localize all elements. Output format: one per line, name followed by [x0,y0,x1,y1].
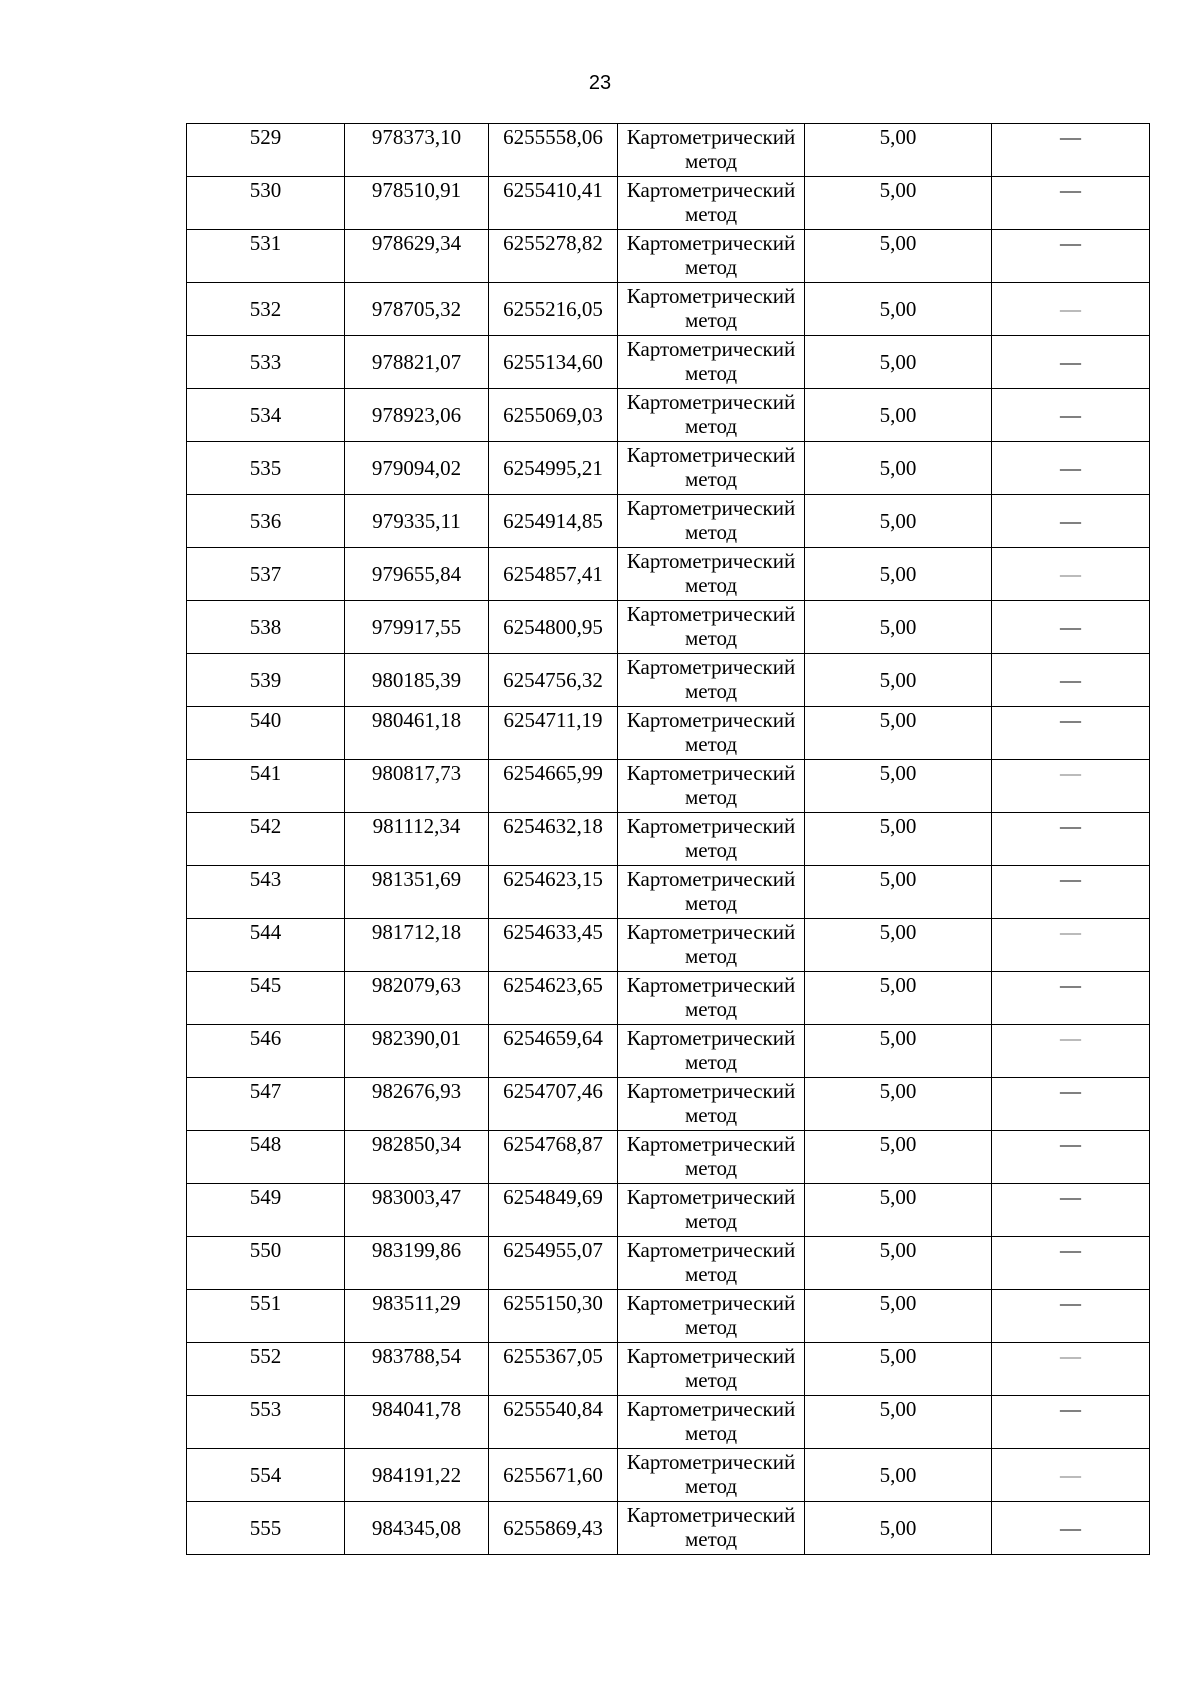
table-row [187,1025,1150,1078]
table-row [187,601,1150,654]
y-coordinate-cell: 6254857,41 [489,548,618,601]
x-coordinate-cell: 980461,18 [345,707,489,760]
note-cell [992,1184,1150,1237]
note-cell [992,548,1150,601]
accuracy-cell: 5,00 [805,1449,992,1502]
point-number-cell: 541 [187,760,345,813]
coordinates-table [186,123,1150,1555]
x-coordinate-cell: 983788,54 [345,1343,489,1396]
point-number-cell: 547 [187,1078,345,1131]
accuracy-cell: 5,00 [805,760,992,813]
page-number: 23 [588,72,612,94]
y-coordinate-cell: 6254955,07 [489,1237,618,1290]
point-number-cell: 532 [187,283,345,336]
table-row [187,813,1150,866]
y-coordinate-cell: 6254633,45 [489,919,618,972]
accuracy-cell: 5,00 [805,919,992,972]
note-cell [992,760,1150,813]
x-coordinate-cell: 980817,73 [345,760,489,813]
note-cell [992,1502,1150,1555]
table-row [187,654,1150,707]
method-cell: Картометрический метод [618,389,805,442]
x-coordinate-cell: 982079,63 [345,972,489,1025]
method-cell: Картометрический метод [618,1343,805,1396]
point-number-cell: 536 [187,495,345,548]
x-coordinate-cell: 982390,01 [345,1025,489,1078]
note-cell [992,707,1150,760]
note-cell [992,124,1150,177]
note-cell [992,389,1150,442]
y-coordinate-cell: 6254632,18 [489,813,618,866]
method-cell: Картометрический метод [618,1131,805,1184]
dash-mark: — [1060,1026,1081,1050]
point-number-cell: 548 [187,1131,345,1184]
dash-mark: — [1060,349,1081,374]
point-number-cell: 533 [187,336,345,389]
note-cell [992,336,1150,389]
dash-mark: — [1060,402,1081,427]
method-cell: Картометрический метод [618,442,805,495]
method-cell: Картометрический метод [618,1396,805,1449]
table-row [187,1343,1150,1396]
x-coordinate-cell: 979094,02 [345,442,489,495]
dash-mark: — [1060,814,1081,838]
point-number-cell: 544 [187,919,345,972]
method-cell: Картометрический метод [618,124,805,177]
x-coordinate-cell: 978629,34 [345,230,489,283]
dash-mark: — [1060,920,1081,944]
accuracy-cell: 5,00 [805,1078,992,1131]
note-cell [992,601,1150,654]
method-cell: Картометрический метод [618,1502,805,1555]
point-number-cell: 551 [187,1290,345,1343]
x-coordinate-cell: 978373,10 [345,124,489,177]
method-cell: Картометрический метод [618,707,805,760]
table-row [187,972,1150,1025]
dash-mark: — [1060,231,1081,255]
x-coordinate-cell: 984191,22 [345,1449,489,1502]
method-cell: Картометрический метод [618,495,805,548]
table-row [187,707,1150,760]
y-coordinate-cell: 6255540,84 [489,1396,618,1449]
accuracy-cell: 5,00 [805,177,992,230]
point-number-cell: 534 [187,389,345,442]
y-coordinate-cell: 6254623,15 [489,866,618,919]
accuracy-cell: 5,00 [805,601,992,654]
x-coordinate-cell: 981351,69 [345,866,489,919]
table-row [187,760,1150,813]
y-coordinate-cell: 6254914,85 [489,495,618,548]
accuracy-cell: 5,00 [805,336,992,389]
accuracy-cell: 5,00 [805,1502,992,1555]
accuracy-cell: 5,00 [805,442,992,495]
y-coordinate-cell: 6254623,65 [489,972,618,1025]
coordinates-table-body [187,124,1150,1555]
note-cell [992,1290,1150,1343]
method-cell: Картометрический метод [618,813,805,866]
x-coordinate-cell: 978705,32 [345,283,489,336]
x-coordinate-cell: 979655,84 [345,548,489,601]
point-number-cell: 540 [187,707,345,760]
note-cell [992,919,1150,972]
point-number-cell: 555 [187,1502,345,1555]
y-coordinate-cell: 6254768,87 [489,1131,618,1184]
accuracy-cell: 5,00 [805,1184,992,1237]
accuracy-cell: 5,00 [805,495,992,548]
y-coordinate-cell: 6254995,21 [489,442,618,495]
dash-mark: — [1060,296,1081,321]
y-coordinate-cell: 6255216,05 [489,283,618,336]
method-cell: Картометрический метод [618,601,805,654]
table-row [187,1237,1150,1290]
note-cell [992,866,1150,919]
dash-mark: — [1060,178,1081,202]
table-row [187,283,1150,336]
x-coordinate-cell: 983199,86 [345,1237,489,1290]
note-cell [992,1343,1150,1396]
note-cell [992,1025,1150,1078]
x-coordinate-cell: 980185,39 [345,654,489,707]
point-number-cell: 530 [187,177,345,230]
y-coordinate-cell: 6254756,32 [489,654,618,707]
point-number-cell: 542 [187,813,345,866]
note-cell [992,1078,1150,1131]
y-coordinate-cell: 6254800,95 [489,601,618,654]
point-number-cell: 538 [187,601,345,654]
point-number-cell: 546 [187,1025,345,1078]
note-cell [992,972,1150,1025]
dash-mark: — [1060,761,1081,785]
note-cell [992,495,1150,548]
point-number-cell: 537 [187,548,345,601]
dash-mark: — [1060,1291,1081,1315]
method-cell: Картометрический метод [618,1449,805,1502]
note-cell [992,442,1150,495]
y-coordinate-cell: 6255150,30 [489,1290,618,1343]
x-coordinate-cell: 982850,34 [345,1131,489,1184]
accuracy-cell: 5,00 [805,1237,992,1290]
dash-mark: — [1060,708,1081,732]
y-coordinate-cell: 6254707,46 [489,1078,618,1131]
method-cell: Картометрический метод [618,1078,805,1131]
note-cell [992,1237,1150,1290]
method-cell: Картометрический метод [618,230,805,283]
y-coordinate-cell: 6254659,64 [489,1025,618,1078]
y-coordinate-cell: 6255671,60 [489,1449,618,1502]
method-cell: Картометрический метод [618,336,805,389]
point-number-cell: 545 [187,972,345,1025]
point-number-cell: 543 [187,866,345,919]
x-coordinate-cell: 978923,06 [345,389,489,442]
accuracy-cell: 5,00 [805,1290,992,1343]
note-cell [992,1131,1150,1184]
method-cell: Картометрический метод [618,1290,805,1343]
dash-mark: — [1060,867,1081,891]
method-cell: Картометрический метод [618,1237,805,1290]
note-cell [992,813,1150,866]
table-row [187,124,1150,177]
dash-mark: — [1060,1515,1081,1540]
table-row [187,1078,1150,1131]
table-row [187,866,1150,919]
y-coordinate-cell: 6255134,60 [489,336,618,389]
dash-mark: — [1060,973,1081,997]
method-cell: Картометрический метод [618,283,805,336]
dash-mark: — [1060,561,1081,586]
table-row [187,389,1150,442]
x-coordinate-cell: 979917,55 [345,601,489,654]
dash-mark: — [1060,1132,1081,1156]
x-coordinate-cell: 981112,34 [345,813,489,866]
table-row [187,230,1150,283]
method-cell: Картометрический метод [618,972,805,1025]
accuracy-cell: 5,00 [805,654,992,707]
method-cell: Картометрический метод [618,866,805,919]
dash-mark: — [1060,614,1081,639]
accuracy-cell: 5,00 [805,124,992,177]
method-cell: Картометрический метод [618,654,805,707]
table-row [187,177,1150,230]
dash-mark: — [1060,1344,1081,1368]
y-coordinate-cell: 6254849,69 [489,1184,618,1237]
point-number-cell: 554 [187,1449,345,1502]
note-cell [992,654,1150,707]
y-coordinate-cell: 6255367,05 [489,1343,618,1396]
method-cell: Картометрический метод [618,1025,805,1078]
point-number-cell: 529 [187,124,345,177]
method-cell: Картометрический метод [618,548,805,601]
accuracy-cell: 5,00 [805,813,992,866]
dash-mark: — [1060,125,1081,149]
table-row [187,1290,1150,1343]
point-number-cell: 550 [187,1237,345,1290]
y-coordinate-cell: 6254665,99 [489,760,618,813]
accuracy-cell: 5,00 [805,1131,992,1184]
dash-mark: — [1060,667,1081,692]
dash-mark: — [1060,1079,1081,1103]
accuracy-cell: 5,00 [805,972,992,1025]
y-coordinate-cell: 6255410,41 [489,177,618,230]
method-cell: Картометрический метод [618,919,805,972]
accuracy-cell: 5,00 [805,1396,992,1449]
note-cell [992,283,1150,336]
y-coordinate-cell: 6254711,19 [489,707,618,760]
method-cell: Картометрический метод [618,760,805,813]
accuracy-cell: 5,00 [805,866,992,919]
point-number-cell: 553 [187,1396,345,1449]
dash-mark: — [1060,1397,1081,1421]
dash-mark: — [1060,1185,1081,1209]
accuracy-cell: 5,00 [805,389,992,442]
point-number-cell: 552 [187,1343,345,1396]
accuracy-cell: 5,00 [805,230,992,283]
table-row [187,919,1150,972]
accuracy-cell: 5,00 [805,548,992,601]
point-number-cell: 535 [187,442,345,495]
dash-mark: — [1060,508,1081,533]
note-cell [992,177,1150,230]
dash-mark: — [1060,1462,1081,1487]
x-coordinate-cell: 981712,18 [345,919,489,972]
x-coordinate-cell: 978821,07 [345,336,489,389]
dash-mark: — [1060,1238,1081,1262]
table-row [187,1184,1150,1237]
table-row [187,548,1150,601]
point-number-cell: 531 [187,230,345,283]
method-cell: Картометрический метод [618,177,805,230]
accuracy-cell: 5,00 [805,1343,992,1396]
x-coordinate-cell: 982676,93 [345,1078,489,1131]
table-row [187,495,1150,548]
y-coordinate-cell: 6255069,03 [489,389,618,442]
table-row [187,1502,1150,1555]
table-row [187,1396,1150,1449]
table-row [187,1449,1150,1502]
x-coordinate-cell: 984345,08 [345,1502,489,1555]
accuracy-cell: 5,00 [805,1025,992,1078]
y-coordinate-cell: 6255278,82 [489,230,618,283]
x-coordinate-cell: 978510,91 [345,177,489,230]
table-row [187,1131,1150,1184]
table-row [187,442,1150,495]
x-coordinate-cell: 979335,11 [345,495,489,548]
x-coordinate-cell: 983003,47 [345,1184,489,1237]
y-coordinate-cell: 6255558,06 [489,124,618,177]
note-cell [992,1396,1150,1449]
note-cell [992,1449,1150,1502]
dash-mark: — [1060,455,1081,480]
x-coordinate-cell: 983511,29 [345,1290,489,1343]
table-row [187,336,1150,389]
note-cell [992,230,1150,283]
accuracy-cell: 5,00 [805,283,992,336]
y-coordinate-cell: 6255869,43 [489,1502,618,1555]
point-number-cell: 549 [187,1184,345,1237]
x-coordinate-cell: 984041,78 [345,1396,489,1449]
accuracy-cell: 5,00 [805,707,992,760]
method-cell: Картометрический метод [618,1184,805,1237]
point-number-cell: 539 [187,654,345,707]
